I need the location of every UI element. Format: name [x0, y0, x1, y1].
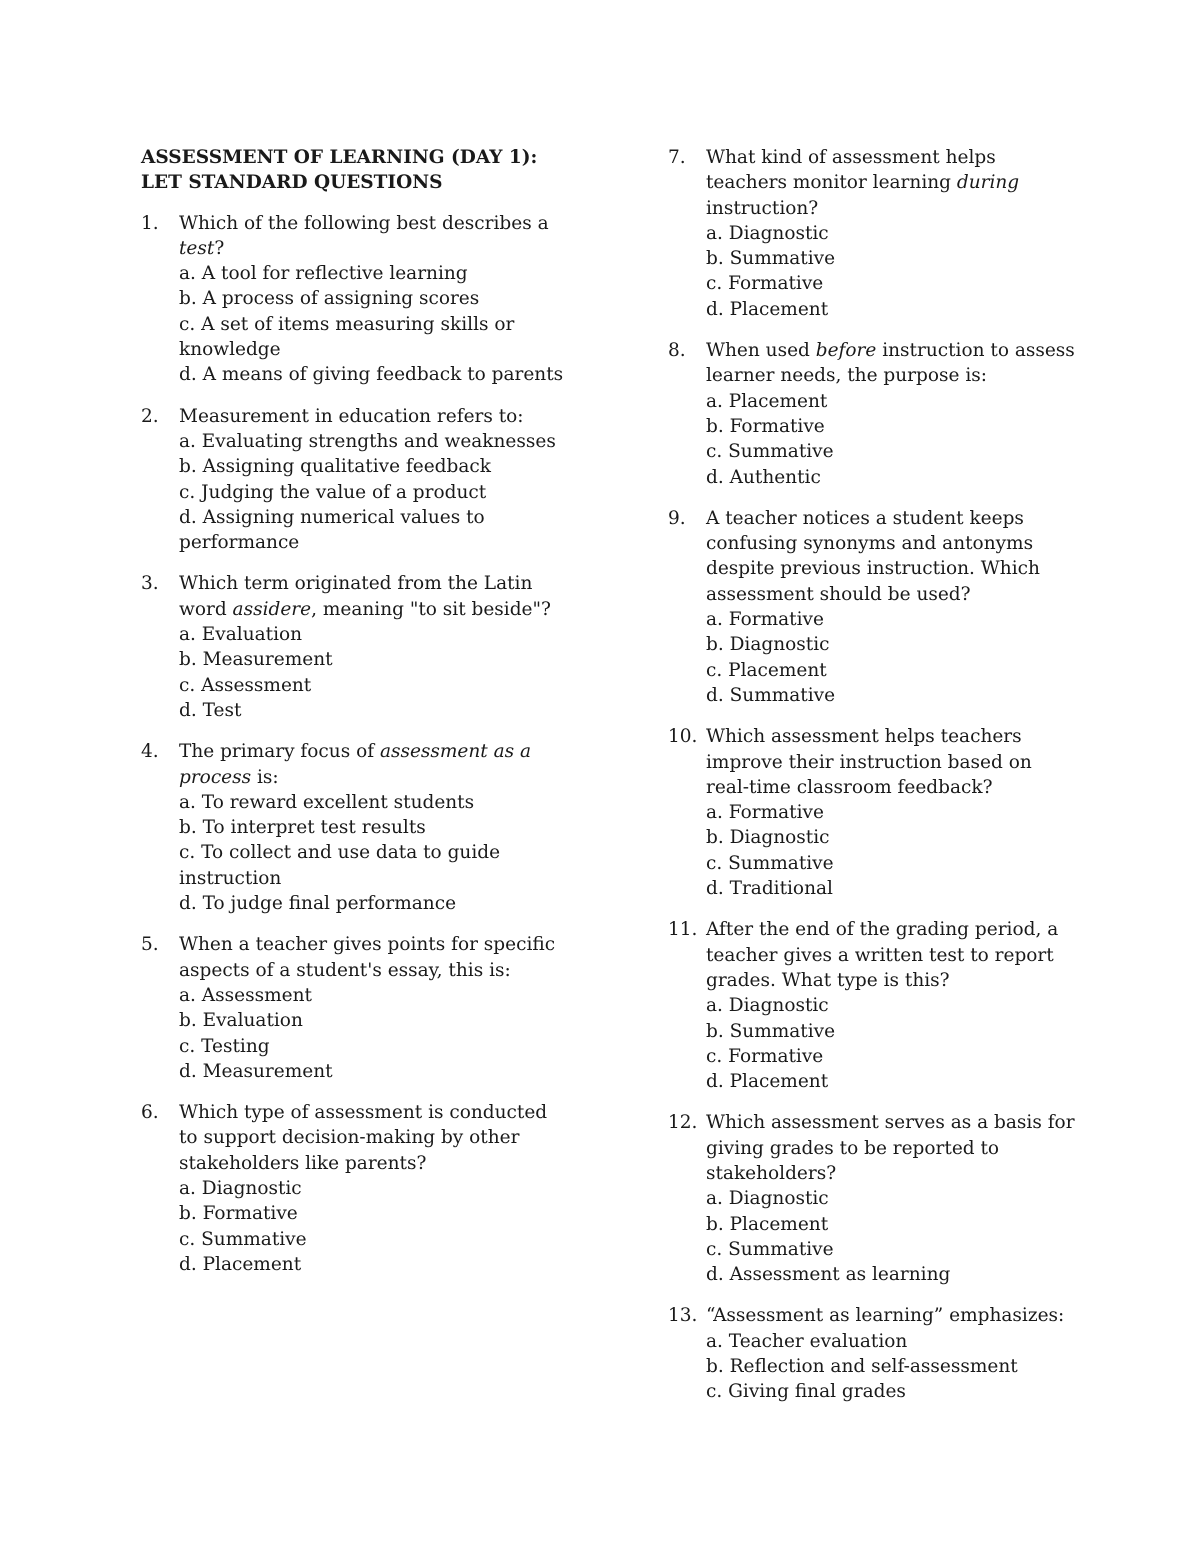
answer-option: d. Assessment as learning: [706, 1264, 951, 1286]
question-stem: [179, 932, 571, 983]
question-stem-text: Which type of assessment is conducted to support decision-making by other stakeholders like parents?: [179, 1102, 548, 1174]
answer-option: b. A process of assigning scores: [179, 288, 480, 310]
answer-option: c. Formative: [706, 1045, 824, 1067]
question-number: 5.: [141, 934, 159, 956]
answer-option: b. Diagnostic: [706, 634, 830, 656]
right-column: [668, 145, 1078, 1421]
answer-option: c. Testing: [179, 1035, 270, 1057]
question-stem-text: When a teacher gives points for specific aspects of a student's essay, this is:: [179, 934, 556, 981]
answer-option: a. Assessment: [179, 984, 312, 1006]
answer-option: c. Summative: [706, 441, 834, 463]
answer-option: a. Formative: [706, 802, 824, 824]
answer-option: d. Placement: [179, 1253, 302, 1275]
question-stem: [179, 739, 571, 790]
answer-option: a. Diagnostic: [706, 222, 829, 244]
question-stem: [179, 404, 571, 429]
question-item: [668, 338, 1078, 490]
question-stem-text: , meaning "to sit beside"?: [311, 598, 551, 620]
question-stem-text: Which term originated from the Latin word: [179, 573, 533, 620]
question-number: 7.: [668, 147, 686, 168]
question-stem-text: When used: [706, 340, 816, 362]
question-stem: [179, 1100, 571, 1176]
question-stem-text: Which assessment serves as a basis for giving grades to be reported to stakeholders?: [706, 1112, 1075, 1184]
answer-option: a. Formative: [706, 609, 824, 631]
question-stem-emphasis: assidere: [232, 598, 312, 620]
answer-option: c. Formative: [706, 273, 824, 295]
answer-option: a. Diagnostic: [706, 1188, 829, 1210]
question-stem: [706, 506, 1078, 607]
answer-option: b. Summative: [706, 1020, 836, 1042]
answer-option: c. A set of items measuring skills or knowledge: [179, 313, 515, 361]
answer-option: d. Placement: [706, 1071, 829, 1093]
answer-option: b. Formative: [179, 1203, 298, 1225]
answer-option: d. Summative: [706, 684, 836, 706]
left-column: [141, 145, 571, 1293]
question-stem-text: instruction?: [706, 197, 819, 219]
question-stem-text: Measurement in education refers to:: [179, 405, 524, 427]
question-number: 11.: [668, 919, 698, 941]
question-item: [141, 739, 571, 916]
answer-option: c. Giving final grades: [706, 1381, 906, 1403]
question-item: [141, 932, 571, 1084]
answer-option: c. Summative: [706, 1238, 834, 1260]
answer-option: b. Summative: [706, 248, 836, 270]
answer-option: b. Assigning qualitative feedback: [179, 456, 491, 478]
question-stem: [179, 211, 571, 262]
question-item: [141, 404, 571, 556]
question-stem-emphasis: test: [179, 237, 215, 259]
question-item: [668, 506, 1078, 708]
question-number: 13.: [668, 1305, 698, 1327]
answer-option: b. Evaluation: [179, 1010, 303, 1032]
question-stem-emphasis: before: [815, 340, 877, 362]
answer-option: d. Measurement: [179, 1060, 333, 1082]
question-stem-text: “Assessment as learning” emphasizes:: [706, 1305, 1065, 1327]
question-number: 10.: [668, 726, 698, 748]
question-item: [668, 1303, 1078, 1404]
answer-option: a. A tool for reflective learning: [179, 263, 468, 285]
question-number: 3.: [141, 573, 159, 595]
question-stem-text: is:: [251, 766, 279, 788]
answer-option: d. A means of giving feedback to parents: [179, 364, 564, 386]
answer-option: a. To reward excellent students: [179, 791, 475, 813]
answer-option: a. Diagnostic: [706, 995, 829, 1017]
question-item: [668, 1110, 1078, 1287]
answer-option: c. To collect and use data to guide instruction: [179, 842, 501, 889]
question-number: 8.: [668, 340, 686, 362]
answer-option: d. Assigning numerical values to performance: [179, 506, 485, 554]
answer-option: c. Summative: [179, 1228, 307, 1250]
answer-option: d. Placement: [706, 298, 829, 320]
answer-option: c. Placement: [706, 659, 827, 681]
question-item: [141, 571, 571, 723]
answer-option: b. Reflection and self-assessment: [706, 1356, 1018, 1378]
answer-option: b. Placement: [706, 1213, 829, 1235]
question-stem: [706, 1303, 1078, 1328]
question-stem-emphasis: during: [956, 172, 1020, 194]
question-number: 4.: [141, 741, 159, 763]
answer-option: c. Judging the value of a product: [179, 481, 487, 503]
question-stem-text: A teacher notices a student keeps confusing synonyms and antonyms despite previous instruction. Which assessment should be used?: [706, 507, 1040, 605]
question-number: 1.: [141, 212, 159, 234]
question-number: 12.: [668, 1112, 698, 1134]
answer-option: a. Teacher evaluation: [706, 1330, 908, 1352]
question-number: 9.: [668, 507, 686, 529]
answer-option: b. Diagnostic: [706, 827, 830, 849]
answer-option: d. Traditional: [706, 878, 833, 900]
question-stem-text: The primary focus of: [179, 741, 380, 763]
question-item: [668, 145, 1078, 322]
question-stem: [706, 917, 1078, 993]
question-item: [668, 724, 1078, 901]
question-stem-text: Which assessment helps teachers improve their instruction based on real-time classroom feedback?: [706, 726, 1032, 798]
question-item: [141, 1100, 571, 1277]
answer-option: b. Measurement: [179, 649, 333, 671]
question-stem-text: Which of the following best describes a: [179, 212, 549, 234]
question-number: 6.: [141, 1102, 159, 1124]
answer-option: d. To judge final performance: [179, 893, 457, 915]
answer-option: a. Diagnostic: [179, 1177, 302, 1199]
answer-option: c. Assessment: [179, 674, 312, 696]
question-stem: [706, 724, 1078, 800]
answer-option: a. Evaluating strengths and weaknesses: [179, 430, 556, 452]
answer-option: a. Evaluation: [179, 624, 303, 646]
document-title: ASSESSMENT OF LEARNING (DAY 1): LET STANDARD QUESTIONS: [141, 147, 538, 194]
question-stem-text: ?: [214, 237, 225, 259]
answer-option: d. Authentic: [706, 466, 821, 488]
question-list-right: [668, 145, 1078, 1405]
question-stem-emphasis: assessment as a process: [179, 741, 532, 788]
question-stem-text: What kind of assessment helps teachers monitor learning: [706, 147, 996, 194]
question-stem: [706, 1110, 1078, 1186]
question-item: [141, 211, 571, 388]
question-stem: [706, 145, 1078, 221]
answer-option: b. Formative: [706, 415, 825, 437]
question-list-left: [141, 211, 571, 1278]
answer-option: d. Test: [179, 699, 242, 721]
answer-option: b. To interpret test results: [179, 817, 426, 839]
answer-option: a. Placement: [706, 390, 828, 412]
question-number: 2.: [141, 405, 159, 427]
question-stem: [706, 338, 1078, 389]
answer-option: c. Summative: [706, 852, 834, 874]
question-stem-text: instruction to assess learner needs, the purpose is:: [706, 340, 1075, 387]
question-stem: [179, 571, 571, 622]
question-item: [668, 917, 1078, 1094]
question-stem-text: After the end of the grading period, a teacher gives a written test to report grades. What type is this?: [706, 919, 1059, 991]
